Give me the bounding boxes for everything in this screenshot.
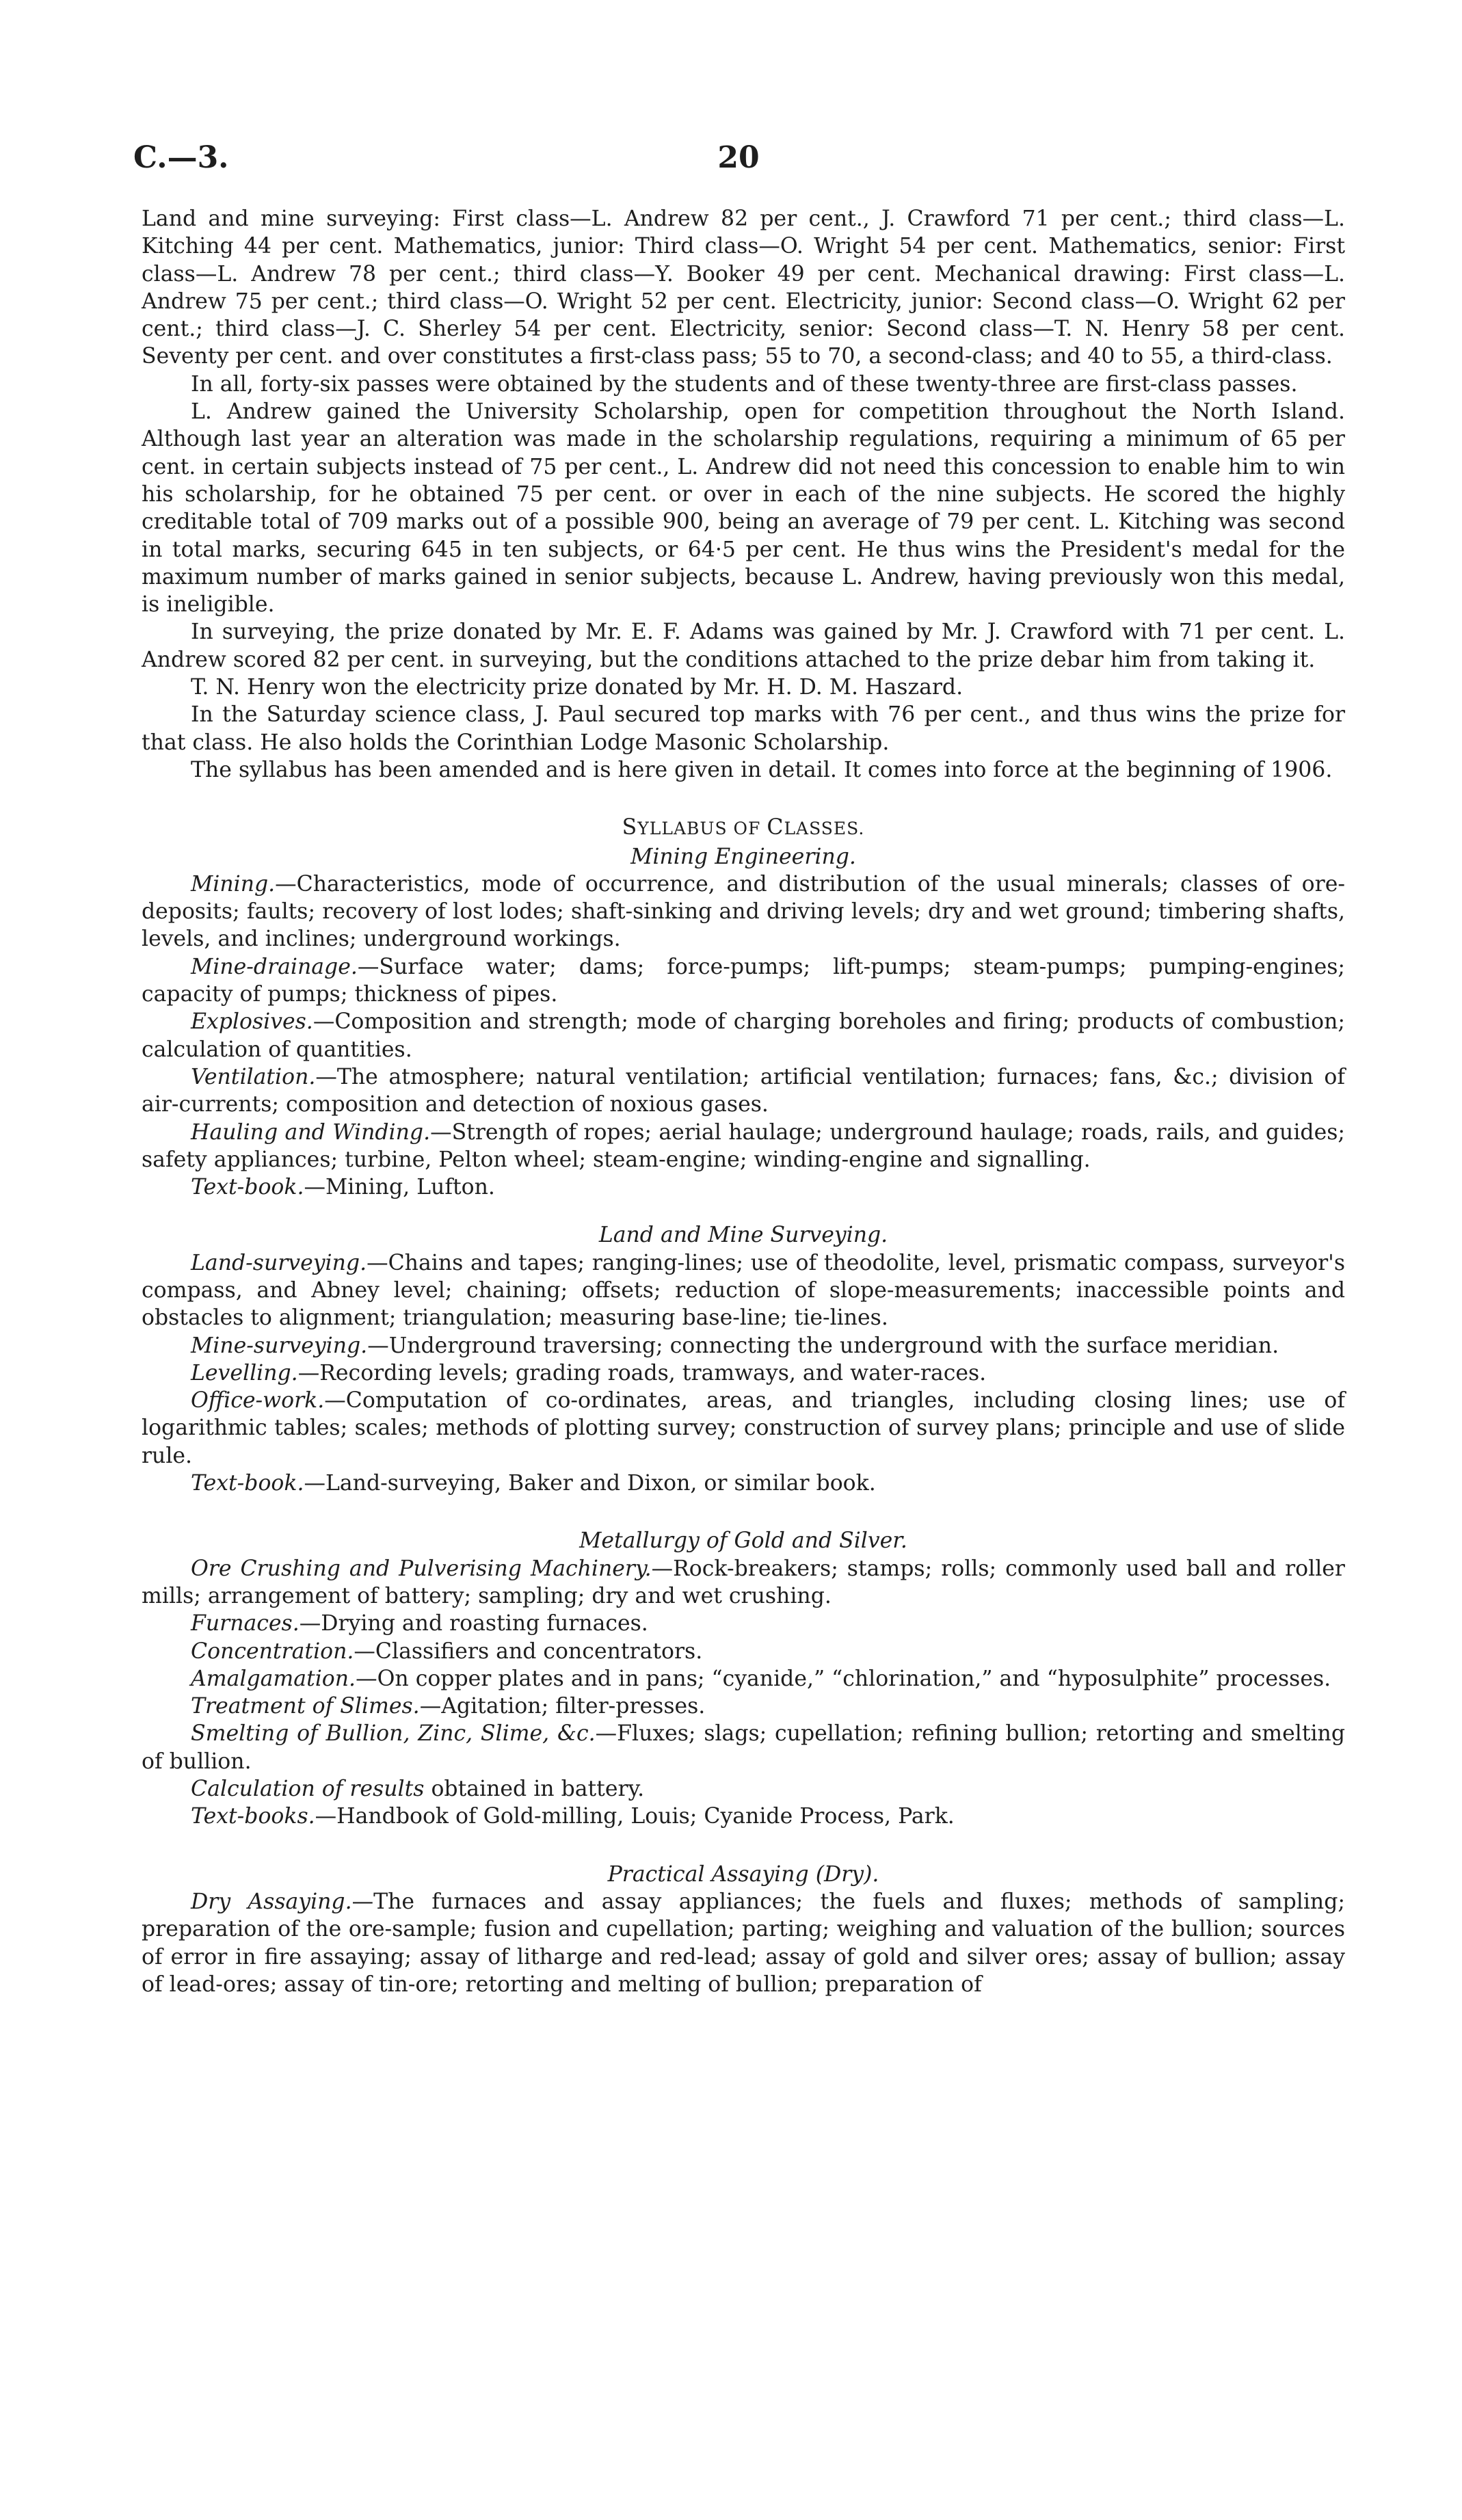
electricity-prize-paragraph: T. N. Henry won the electricity prize donated by Mr. H. D. M. Haszard. (191, 675, 963, 700)
syllabus-item: Ventilation.—The atmosphere; natural ventilation; artificial ventilation; furnaces; fans, &c.; division of air-currents; composition and detection of noxious gases. (142, 1064, 1345, 1117)
syllabus-item: Explosives.—Composition and strength; mode of charging boreholes and firing; products of combustion; calculation of quantities. (142, 1009, 1345, 1062)
syllabus-title: SYLLABUS OF CLASSES. (622, 815, 865, 840)
syllabus-item: Mining.—Characteristics, mode of occurrence, and distribution of the usual minerals; classes of ore-deposits; faults; recovery of lost lodes; shaft-sinking and driving levels; dry and wet ground; timbering shafts, levels, and inclines; underground workings. (142, 871, 1345, 952)
syllabus-item: Dry Assaying.—The furnaces and assay appliances; the fuels and fluxes; methods of sampling; preparation of the ore-sample; fusion and cupellation; parting; weighing and valuation of the bullion; sources of error in fire assaying; assay of litharge and red-lead; assay of gold and silver ores; assay of bullion; assay of lead-ores; assay of tin-ore; retorting and melting of bullion; preparation of (142, 1889, 1345, 1997)
page-header (133, 140, 1344, 181)
syllabus-item: Concentration.—Classifiers and concentrators. (191, 1639, 703, 1664)
page-body (142, 205, 1345, 1998)
page-number: 20 (717, 140, 760, 175)
scholarship-paragraph: L. Andrew gained the University Scholarship, open for competition throughout the North Island. Although last year an alteration was made in the scholarship regulations, requiring a minimum of 65 per cent. in certain subjects instead of 75 per cent., L. Andrew did not need this concession to enable him to win his scholarship, for he obtained 75 per cent. or over in each of the nine subjects. He scored the highly creditable total of 709 marks out of a possible 900, being an average of 79 per cent. L. Kitching was second in total marks, securing 645 in ten subjects, or 64·5 per cent. He thus wins the President's medal for the maximum number of marks gained in senior subjects, because L. Andrew, having previously won this medal, is ineligible. (142, 399, 1345, 618)
syllabus-note-paragraph: The syllabus has been amended and is here given in detail. It comes into force at the beginning of 1906. (191, 757, 1333, 782)
syllabus-item: Ore Crushing and Pulverising Machinery.—Rock-breakers; stamps; rolls; commonly used ball and roller mills; arrangement of battery; sampling; dry and wet crushing. (142, 1556, 1345, 1608)
passes-paragraph: In all, forty-six passes were obtained by the students and of these twenty-three are first-class passes. (191, 371, 1298, 397)
saturday-class-paragraph: In the Saturday science class, J. Paul secured top marks with 76 per cent., and thus wins the prize for that class. He also holds the Corinthian Lodge Masonic Scholarship. (142, 702, 1345, 755)
syllabus-item: Smelting of Bullion, Zinc, Slime, &c.—Fluxes; slags; cupellation; refining bullion; retorting and smelting of bullion. (142, 1721, 1346, 1774)
syllabus-item: Mine-surveying.—Underground traversing; connecting the underground with the surface meridian. (191, 1333, 1279, 1358)
results-paragraph: Land and mine surveying: First class—L. Andrew 82 per cent., J. Crawford 71 per cent.; third class—L. Kitching 44 per cent. Mathematics, junior: Third class—O. Wright 54 per cent. Mathematics, senior: First class—L. Andrew 78 per cent.; third class—Y. Booker 49 per cent. Mechanical drawing: First class—L. Andrew 75 per cent.; third class—O. Wright 52 per cent. Electricity, junior: Second class—O. Wright 62 per cent.; third class—J. C. Sherley 54 per cent. Electricity, senior: Second class—T. N. Henry 58 per cent. Seventy per cent. and over constitutes a first-class pass; 55 to 70, a second-class; and 40 to 55, a third-class. (142, 207, 1345, 369)
syllabus-item: Text-book.—Mining, Lufton. (191, 1175, 495, 1200)
syllabus-item: Land-surveying.—Chains and tapes; ranging-lines; use of theodolite, level, prismatic compass, surveyor's compass, and Abney level; chaining; offsets; reduction of slope-measurements; inaccessible points and obstacles to alignment; triangulation; measuring base-line; tie-lines. (142, 1250, 1345, 1331)
syllabus-item: Amalgamation.—On copper plates and in pans; “cyanide,” “chlorination,” and “hyposulphite” processes. (191, 1666, 1331, 1691)
section-heading-assaying: Practical Assaying (Dry). (607, 1861, 879, 1887)
section-heading-metallurgy: Metallurgy of Gold and Silver. (579, 1528, 907, 1554)
surveying-prize-paragraph: In surveying, the prize donated by Mr. E. F. Adams was gained by Mr. J. Crawford with 71 per cent. L. Andrew scored 82 per cent. in surveying, but the conditions attached to the prize debar him from taking it. (142, 620, 1345, 672)
syllabus-item: Mine-drainage.—Surface water; dams; force-pumps; lift-pumps; steam-pumps; pumping-engines; capacity of pumps; thickness of pipes. (142, 954, 1345, 1007)
section-heading-land-mine-surveying: Land and Mine Surveying. (598, 1223, 888, 1248)
section-heading-mining-engineering: Mining Engineering. (630, 844, 856, 869)
syllabus-item: Office-work.—Computation of co-ordinates, areas, and triangles, including closing lines; use of logarithmic tables; scales; methods of plotting survey; construction of survey plans; principle and use of slide rule. (142, 1388, 1345, 1468)
syllabus-item: Text-book.—Land-surveying, Baker and Dixon, or similar book. (191, 1471, 876, 1496)
syllabus-item: Hauling and Winding.—Strength of ropes; aerial haulage; underground haulage; roads, rails, and guides; safety appliances; turbine, Pelton wheel; steam-engine; winding-engine and signalling. (142, 1119, 1345, 1172)
syllabus-item: Levelling.—Recording levels; grading roads, tramways, and water-races. (191, 1360, 987, 1385)
syllabus-item: Text-books.—Handbook of Gold-milling, Louis; Cyanide Process, Park. (191, 1804, 955, 1829)
document-code: C.—3. (133, 140, 229, 175)
syllabus-item: Treatment of Slimes.—Agitation; filter-presses. (191, 1694, 706, 1719)
syllabus-item: Furnaces.—Drying and roasting furnaces. (191, 1611, 648, 1636)
syllabus-item: Calculation of results obtained in battery. (191, 1777, 645, 1802)
